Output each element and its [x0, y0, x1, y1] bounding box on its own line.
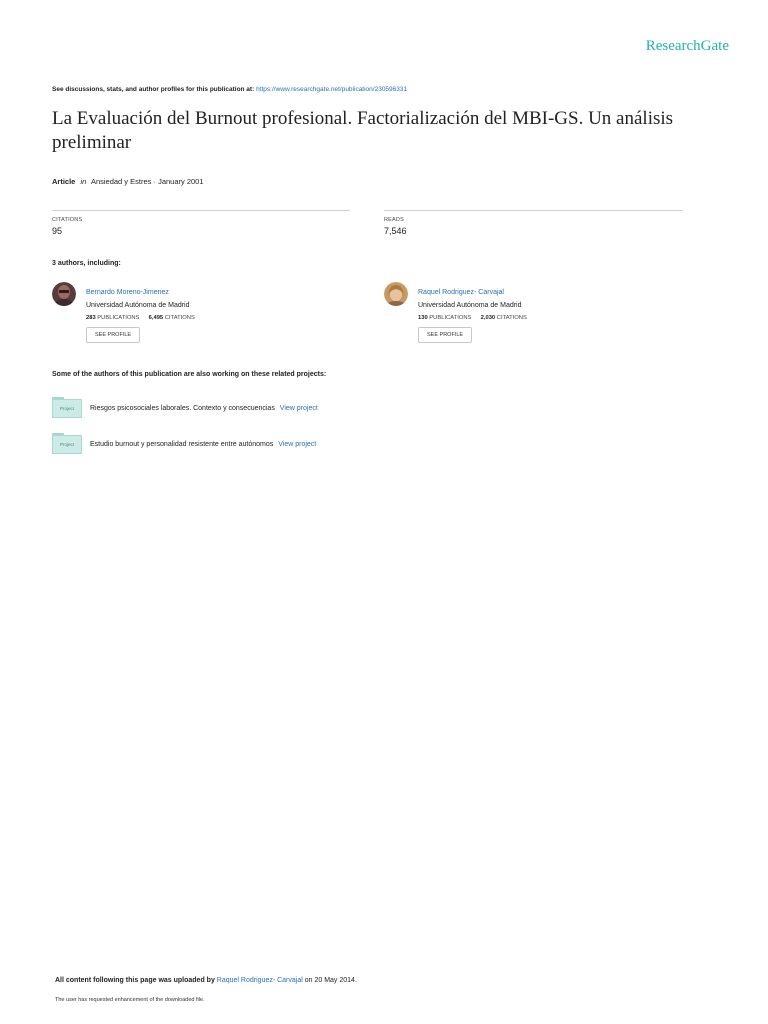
project-folder-icon	[52, 433, 82, 455]
uploader-link[interactable]: Raquel Rodriguez- Carvajal	[216, 977, 303, 984]
see-profile-button[interactable]: SEE PROFILE	[86, 327, 140, 343]
publication-meta	[52, 177, 204, 186]
publication-title: La Evaluación del Burnout profesional. Factorialización del MBI-GS. Un análisis preliminar	[52, 108, 674, 153]
journal-date: Ansiedad y Estres · January 2001	[90, 177, 204, 186]
reads-value: 7,546	[384, 226, 407, 236]
author-publications-count: 283	[86, 315, 96, 321]
upload-date: on 20 May 2014.	[304, 977, 357, 984]
reads-label: READS	[384, 217, 404, 223]
project-item	[52, 433, 672, 457]
see-profile-button[interactable]: SEE PROFILE	[418, 327, 472, 343]
researchgate-logo[interactable]: ResearchGate	[645, 38, 729, 54]
author-citations-count: 6,495	[148, 315, 164, 321]
publication-type: Article	[52, 177, 76, 186]
reads-stat	[384, 210, 682, 236]
enhancement-note: The user has requested enhancement of the downloaded file.	[55, 997, 205, 1003]
view-project-link[interactable]: View project	[278, 441, 317, 448]
author-stats	[418, 315, 678, 321]
upload-prefix: All content following this page was uploaded by	[55, 977, 215, 984]
project-icon-label: Project	[52, 435, 82, 454]
author-citations-label: CITATIONS	[164, 315, 195, 321]
authors-heading: 3 authors, including:	[52, 260, 121, 267]
author-name-link[interactable]: Bernardo Moreno-Jimenez	[86, 289, 169, 296]
citations-stat	[52, 210, 350, 236]
author-institution: Universidad Autónoma de Madrid	[418, 302, 522, 309]
author-stats	[86, 315, 346, 321]
project-icon-label: Project	[52, 399, 82, 418]
author-publications-label: PUBLICATIONS	[429, 315, 472, 321]
project-title: Riesgos psicosociales laborales. Contexto y consecuencias	[90, 405, 275, 412]
citations-value: 95	[52, 226, 63, 236]
author-publications-label: PUBLICATIONS	[97, 315, 140, 321]
discussion-prefix: See discussions, stats, and author profiles for this publication at:	[52, 86, 255, 93]
view-project-link[interactable]: View project	[279, 405, 318, 412]
upload-info	[55, 977, 357, 984]
publication-url-link[interactable]: https://www.researchgate.net/publication/230596331	[256, 86, 408, 93]
discussion-line	[52, 86, 407, 93]
author-institution: Universidad Autónoma de Madrid	[86, 302, 190, 309]
avatar[interactable]	[52, 282, 76, 306]
meta-in: in	[80, 177, 87, 186]
author-name-link[interactable]: Raquel Rodriguez- Carvajal	[418, 289, 504, 296]
project-item	[52, 397, 672, 421]
citations-label: CITATIONS	[52, 217, 83, 223]
project-folder-icon	[52, 397, 82, 419]
avatar[interactable]	[384, 282, 408, 306]
author-citations-count: 2,030	[480, 315, 496, 321]
author-publications-count: 130	[418, 315, 428, 321]
author-citations-label: CITATIONS	[496, 315, 527, 321]
related-projects-heading: Some of the authors of this publication are also working on these related projects:	[52, 371, 327, 378]
project-title: Estudio burnout y personalidad resistente entre autónomos	[90, 441, 274, 448]
